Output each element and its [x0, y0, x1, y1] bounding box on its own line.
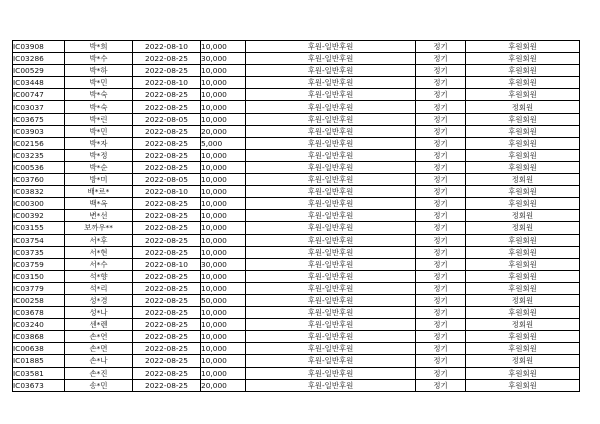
member-id-cell: IC03155 [13, 222, 65, 234]
member-id-cell: IC02156 [13, 137, 65, 149]
member-name-cell: 박*정 [65, 149, 133, 161]
member-id-cell: IC03903 [13, 125, 65, 137]
donation-amount-cell: 30,000 [201, 53, 246, 65]
donation-cycle-cell: 정기 [416, 234, 466, 246]
member-id-cell: IC00258 [13, 294, 65, 306]
member-id-cell: IC03908 [13, 41, 65, 53]
donation-type-cell: 후원-일반후원 [246, 65, 416, 77]
member-id-cell: IC00300 [13, 198, 65, 210]
donation-amount-cell: 10,000 [201, 222, 246, 234]
table-row [13, 174, 580, 186]
donation-type-cell: 후원-일반후원 [246, 258, 416, 270]
donation-type-cell: 후원-일반후원 [246, 210, 416, 222]
member-id-cell: IC03754 [13, 234, 65, 246]
member-id-cell: IC03678 [13, 307, 65, 319]
table-row [13, 137, 580, 149]
donation-amount-cell: 10,000 [201, 161, 246, 173]
donation-type-cell: 후원-일반후원 [246, 379, 416, 391]
donation-date-cell: 2022-08-25 [133, 319, 201, 331]
donation-amount-cell: 10,000 [201, 89, 246, 101]
member-name-cell: 박*자 [65, 137, 133, 149]
donation-type-cell: 후원-일반후원 [246, 174, 416, 186]
member-grade-cell: 후원회원 [466, 186, 580, 198]
donation-type-cell: 후원-일반후원 [246, 319, 416, 331]
donation-amount-cell: 10,000 [201, 234, 246, 246]
donation-date-cell: 2022-08-25 [133, 125, 201, 137]
donation-date-cell: 2022-08-10 [133, 77, 201, 89]
donation-amount-cell: 10,000 [201, 210, 246, 222]
donation-amount-cell: 50,000 [201, 294, 246, 306]
member-id-cell: IC00747 [13, 89, 65, 101]
member-name-cell: 변*선 [65, 210, 133, 222]
donation-date-cell: 2022-08-25 [133, 234, 201, 246]
donation-date-cell: 2022-08-10 [133, 41, 201, 53]
table-row [13, 125, 580, 137]
donation-cycle-cell: 정기 [416, 186, 466, 198]
donation-date-cell: 2022-08-25 [133, 246, 201, 258]
member-name-cell: 성*경 [65, 294, 133, 306]
table-row [13, 113, 580, 125]
donation-type-cell: 후원-일반후원 [246, 294, 416, 306]
donation-date-cell: 2022-08-25 [133, 89, 201, 101]
member-grade-cell: 후원회원 [466, 234, 580, 246]
member-name-cell: 성*나 [65, 307, 133, 319]
member-name-cell: 손*연 [65, 331, 133, 343]
donation-date-cell: 2022-08-25 [133, 161, 201, 173]
donation-cycle-cell: 정기 [416, 65, 466, 77]
table-row [13, 331, 580, 343]
donation-date-cell: 2022-08-25 [133, 137, 201, 149]
donation-amount-cell: 20,000 [201, 379, 246, 391]
member-name-cell: 박*민 [65, 125, 133, 137]
member-name-cell: 손*진 [65, 367, 133, 379]
member-name-cell: 박*하 [65, 65, 133, 77]
donation-amount-cell: 10,000 [201, 113, 246, 125]
donation-type-cell: 후원-일반후원 [246, 89, 416, 101]
donation-type-cell: 후원-일반후원 [246, 331, 416, 343]
donation-cycle-cell: 정기 [416, 198, 466, 210]
member-id-cell: IC00536 [13, 161, 65, 173]
donation-cycle-cell: 정기 [416, 270, 466, 282]
table-row [13, 319, 580, 331]
member-id-cell: IC03581 [13, 367, 65, 379]
donation-type-cell: 후원-일반후원 [246, 41, 416, 53]
donation-type-cell: 후원-일반후원 [246, 246, 416, 258]
table-row [13, 258, 580, 270]
member-grade-cell: 후원회원 [466, 113, 580, 125]
member-grade-cell: 후원회원 [466, 270, 580, 282]
donation-type-cell: 후원-일반후원 [246, 270, 416, 282]
member-id-cell: IC03760 [13, 174, 65, 186]
donation-date-cell: 2022-08-25 [133, 198, 201, 210]
table-row [13, 149, 580, 161]
donation-cycle-cell: 정기 [416, 246, 466, 258]
member-grade-cell: 정회원 [466, 355, 580, 367]
donation-type-cell: 후원-일반후원 [246, 137, 416, 149]
member-id-cell: IC03868 [13, 331, 65, 343]
donation-cycle-cell: 정기 [416, 294, 466, 306]
member-grade-cell: 후원회원 [466, 246, 580, 258]
donation-ledger-table [12, 40, 580, 392]
member-grade-cell: 정회원 [466, 101, 580, 113]
donation-cycle-cell: 정기 [416, 174, 466, 186]
member-id-cell: IC03673 [13, 379, 65, 391]
donation-date-cell: 2022-08-25 [133, 53, 201, 65]
donation-cycle-cell: 정기 [416, 125, 466, 137]
donation-type-cell: 후원-일반후원 [246, 53, 416, 65]
member-grade-cell: 후원회원 [466, 65, 580, 77]
donation-cycle-cell: 정기 [416, 319, 466, 331]
table-row [13, 294, 580, 306]
donation-amount-cell: 10,000 [201, 246, 246, 258]
member-grade-cell: 후원회원 [466, 53, 580, 65]
donation-date-cell: 2022-08-10 [133, 258, 201, 270]
member-name-cell: 송*민 [65, 379, 133, 391]
member-id-cell: IC03235 [13, 149, 65, 161]
member-grade-cell: 정회원 [466, 210, 580, 222]
member-name-cell: 박*숙 [65, 89, 133, 101]
donation-amount-cell: 10,000 [201, 186, 246, 198]
donation-amount-cell: 10,000 [201, 319, 246, 331]
member-name-cell: 센*렌 [65, 319, 133, 331]
donation-type-cell: 후원-일반후원 [246, 343, 416, 355]
table-row [13, 89, 580, 101]
member-grade-cell: 정회원 [466, 319, 580, 331]
table-row [13, 101, 580, 113]
member-name-cell: 석*향 [65, 270, 133, 282]
donation-date-cell: 2022-08-25 [133, 379, 201, 391]
member-grade-cell: 후원회원 [466, 125, 580, 137]
member-id-cell: IC03037 [13, 101, 65, 113]
member-grade-cell: 후원회원 [466, 343, 580, 355]
table-row [13, 367, 580, 379]
donation-date-cell: 2022-08-25 [133, 101, 201, 113]
donation-cycle-cell: 정기 [416, 101, 466, 113]
donation-type-cell: 후원-일반후원 [246, 113, 416, 125]
member-grade-cell: 후원회원 [466, 282, 580, 294]
member-name-cell: 백*옥 [65, 198, 133, 210]
donation-cycle-cell: 정기 [416, 210, 466, 222]
member-grade-cell: 후원회원 [466, 258, 580, 270]
member-grade-cell: 후원회원 [466, 137, 580, 149]
member-name-cell: 박*린 [65, 113, 133, 125]
ledger-body [13, 41, 580, 392]
member-grade-cell: 후원회원 [466, 198, 580, 210]
member-name-cell: 서*수 [65, 258, 133, 270]
donation-cycle-cell: 정기 [416, 367, 466, 379]
donation-cycle-cell: 정기 [416, 77, 466, 89]
donation-date-cell: 2022-08-25 [133, 210, 201, 222]
donation-type-cell: 후원-일반후원 [246, 367, 416, 379]
member-name-cell: 박*희 [65, 41, 133, 53]
donation-cycle-cell: 정기 [416, 53, 466, 65]
donation-type-cell: 후원-일반후원 [246, 307, 416, 319]
donation-type-cell: 후원-일반후원 [246, 282, 416, 294]
member-name-cell: 박*민 [65, 77, 133, 89]
donation-amount-cell: 10,000 [201, 41, 246, 53]
donation-cycle-cell: 정기 [416, 137, 466, 149]
table-row [13, 270, 580, 282]
member-id-cell: IC03240 [13, 319, 65, 331]
table-row [13, 198, 580, 210]
table-row [13, 41, 580, 53]
member-grade-cell: 후원회원 [466, 77, 580, 89]
donation-type-cell: 후원-일반후원 [246, 125, 416, 137]
table-row [13, 355, 580, 367]
member-grade-cell: 정회원 [466, 174, 580, 186]
donation-type-cell: 후원-일반후원 [246, 161, 416, 173]
donation-amount-cell: 10,000 [201, 101, 246, 113]
donation-type-cell: 후원-일반후원 [246, 355, 416, 367]
member-name-cell: 석*리 [65, 282, 133, 294]
member-name-cell: 보까우** [65, 222, 133, 234]
donation-cycle-cell: 정기 [416, 41, 466, 53]
donation-date-cell: 2022-08-10 [133, 186, 201, 198]
donation-cycle-cell: 정기 [416, 258, 466, 270]
table-row [13, 343, 580, 355]
donation-date-cell: 2022-08-25 [133, 343, 201, 355]
donation-cycle-cell: 정기 [416, 282, 466, 294]
member-grade-cell: 후원회원 [466, 379, 580, 391]
table-row [13, 77, 580, 89]
donation-date-cell: 2022-08-25 [133, 149, 201, 161]
donation-amount-cell: 10,000 [201, 355, 246, 367]
donation-date-cell: 2022-08-25 [133, 282, 201, 294]
donation-cycle-cell: 정기 [416, 113, 466, 125]
donation-cycle-cell: 정기 [416, 355, 466, 367]
donation-cycle-cell: 정기 [416, 379, 466, 391]
member-grade-cell: 후원회원 [466, 41, 580, 53]
donation-amount-cell: 10,000 [201, 65, 246, 77]
donation-date-cell: 2022-08-25 [133, 367, 201, 379]
member-id-cell: IC03286 [13, 53, 65, 65]
member-id-cell: IC03448 [13, 77, 65, 89]
member-grade-cell: 후원회원 [466, 331, 580, 343]
donation-amount-cell: 5,000 [201, 137, 246, 149]
donation-amount-cell: 10,000 [201, 77, 246, 89]
member-id-cell: IC00529 [13, 65, 65, 77]
member-id-cell: IC03735 [13, 246, 65, 258]
donation-type-cell: 후원-일반후원 [246, 149, 416, 161]
member-grade-cell: 후원회원 [466, 307, 580, 319]
donation-type-cell: 후원-일반후원 [246, 198, 416, 210]
donation-date-cell: 2022-08-25 [133, 307, 201, 319]
member-id-cell: IC01885 [13, 355, 65, 367]
donation-type-cell: 후원-일반후원 [246, 222, 416, 234]
donation-amount-cell: 10,000 [201, 331, 246, 343]
member-grade-cell: 후원회원 [466, 149, 580, 161]
member-id-cell: IC00638 [13, 343, 65, 355]
donation-date-cell: 2022-08-25 [133, 355, 201, 367]
member-grade-cell: 정회원 [466, 294, 580, 306]
donation-cycle-cell: 정기 [416, 222, 466, 234]
donation-amount-cell: 10,000 [201, 343, 246, 355]
table-row [13, 282, 580, 294]
donation-type-cell: 후원-일반후원 [246, 186, 416, 198]
table-row [13, 65, 580, 77]
donation-cycle-cell: 정기 [416, 331, 466, 343]
donation-amount-cell: 10,000 [201, 367, 246, 379]
table-row [13, 307, 580, 319]
member-id-cell: IC03150 [13, 270, 65, 282]
donation-date-cell: 2022-08-25 [133, 65, 201, 77]
donation-amount-cell: 10,000 [201, 307, 246, 319]
member-name-cell: 박*순 [65, 161, 133, 173]
member-name-cell: 서*현 [65, 246, 133, 258]
member-name-cell: 서*후 [65, 234, 133, 246]
donation-type-cell: 후원-일반후원 [246, 77, 416, 89]
donation-amount-cell: 30,000 [201, 258, 246, 270]
donation-amount-cell: 10,000 [201, 198, 246, 210]
donation-date-cell: 2022-08-25 [133, 331, 201, 343]
member-id-cell: IC03759 [13, 258, 65, 270]
member-name-cell: 손*면 [65, 343, 133, 355]
table-row [13, 53, 580, 65]
donation-date-cell: 2022-08-05 [133, 113, 201, 125]
member-id-cell: IC03832 [13, 186, 65, 198]
member-id-cell: IC03779 [13, 282, 65, 294]
table-row [13, 234, 580, 246]
member-grade-cell: 후원회원 [466, 161, 580, 173]
member-grade-cell: 후원회원 [466, 89, 580, 101]
table-row [13, 161, 580, 173]
donation-date-cell: 2022-08-25 [133, 222, 201, 234]
member-id-cell: IC03675 [13, 113, 65, 125]
donation-date-cell: 2022-08-25 [133, 270, 201, 282]
member-name-cell: 박*수 [65, 53, 133, 65]
table-row [13, 379, 580, 391]
member-grade-cell: 후원회원 [466, 367, 580, 379]
donation-amount-cell: 20,000 [201, 125, 246, 137]
table-row [13, 186, 580, 198]
member-name-cell: 방*미 [65, 174, 133, 186]
donation-cycle-cell: 정기 [416, 89, 466, 101]
donation-amount-cell: 10,000 [201, 282, 246, 294]
donation-date-cell: 2022-08-25 [133, 294, 201, 306]
donation-amount-cell: 10,000 [201, 270, 246, 282]
donation-amount-cell: 10,000 [201, 149, 246, 161]
donation-cycle-cell: 정기 [416, 343, 466, 355]
member-grade-cell: 정회원 [466, 222, 580, 234]
donation-cycle-cell: 정기 [416, 149, 466, 161]
member-name-cell: 손*나 [65, 355, 133, 367]
donation-date-cell: 2022-08-05 [133, 174, 201, 186]
table-row [13, 210, 580, 222]
donation-cycle-cell: 정기 [416, 161, 466, 173]
member-id-cell: IC00392 [13, 210, 65, 222]
donation-cycle-cell: 정기 [416, 307, 466, 319]
table-row [13, 222, 580, 234]
donation-type-cell: 후원-일반후원 [246, 101, 416, 113]
member-name-cell: 배*르* [65, 186, 133, 198]
table-row [13, 246, 580, 258]
member-name-cell: 박*숙 [65, 101, 133, 113]
donation-amount-cell: 10,000 [201, 174, 246, 186]
donation-type-cell: 후원-일반후원 [246, 234, 416, 246]
